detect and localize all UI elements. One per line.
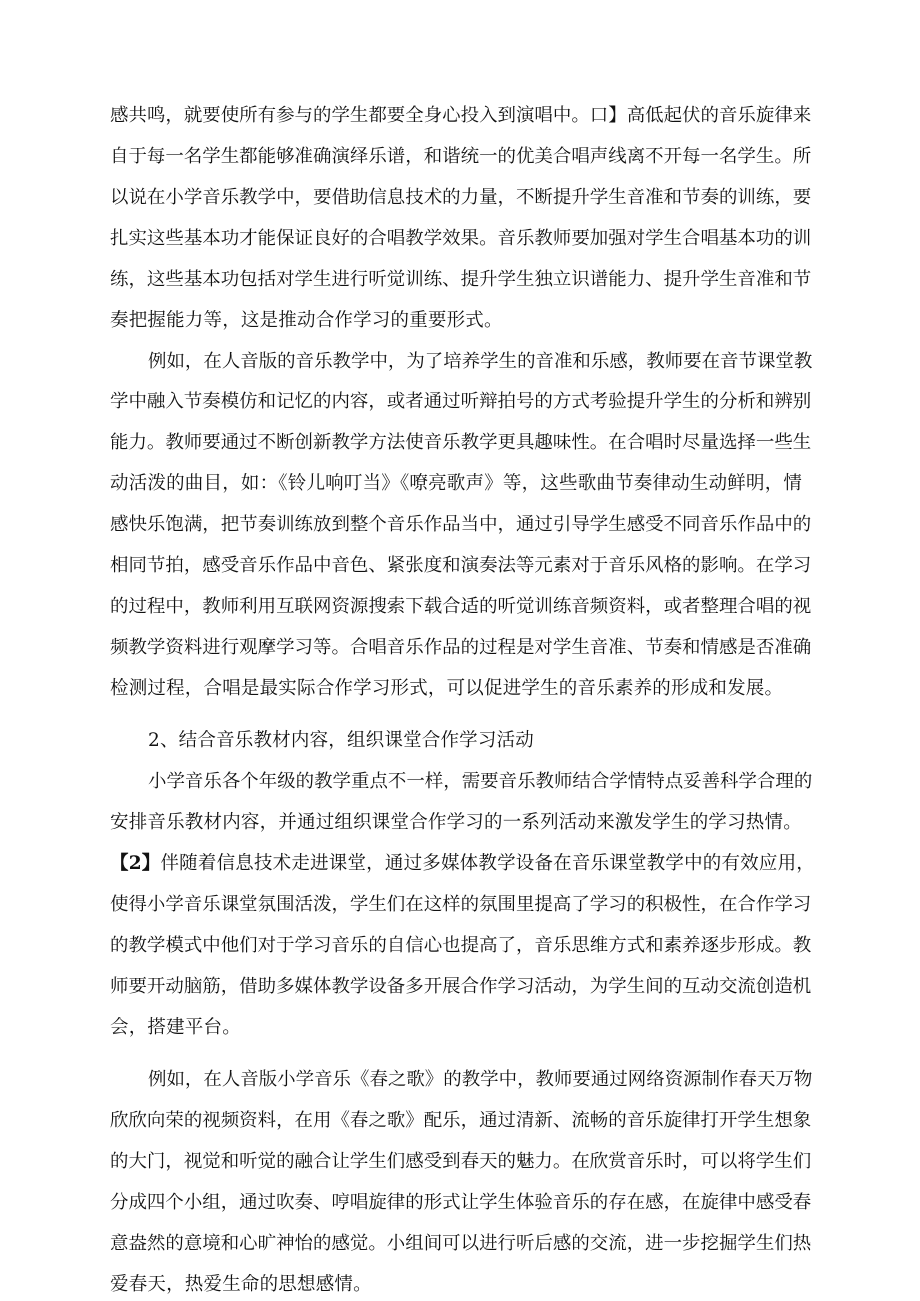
paragraph-3-line-2: 安排音乐教材内容，并通过组织课堂合作学习的一系列活动来激发学生的学习热情。 xyxy=(110,812,802,834)
paragraph-1-line-2: 自于每一名学生都能够准确演绎乐谱，和谐统一的优美合唱声线离不开每一名学生。所 xyxy=(110,145,812,167)
paragraph-4-line-6: 爱春天，热爱生命的思想感情。 xyxy=(110,1274,372,1295)
paragraph-1-line-5: 练，这些基本功包括对学生进行听觉训练、提升学生独立识谱能力、提升学生音准和节 xyxy=(110,268,812,290)
paragraph-4-line-1: 例如，在人音版小学音乐《春之歌》的教学中，教师要通过网络资源制作春天万物 xyxy=(148,1069,813,1091)
paragraph-2-line-2: 学中融入节奏模仿和记忆的内容，或者通过听辩拍号的方式考验提升学生的分析和辨别 xyxy=(110,391,812,413)
paragraph-3-line-7: 会，搭建平台。 xyxy=(110,1016,241,1038)
paragraph-1-line-3: 以说在小学音乐教学中，要借助信息技术的力量，不断提升学生音准和节奏的训练，要 xyxy=(110,186,812,208)
paragraph-4-line-5: 意盎然的意境和心旷神怡的感觉。小组间可以进行听后感的交流，进一步挖掘学生们热 xyxy=(110,1233,812,1255)
paragraph-4-line-3: 的大门，视觉和听觉的融合让学生们感受到春天的魅力。在欣赏音乐时，可以将学生们 xyxy=(110,1151,812,1173)
paragraph-2-line-8: 频教学资料进行观摩学习等。合唱音乐作品的过程是对学生音准、节奏和情感是否准确 xyxy=(110,636,812,658)
paragraph-1-line-4: 扎实这些基本功才能保证良好的合唱教学效果。音乐教师要加强对学生合唱基本功的训 xyxy=(110,227,812,249)
paragraph-4-line-2: 欣欣向荣的视频资料，在用《春之歌》配乐，通过清新、流畅的音乐旋律打开学生想象 xyxy=(110,1110,812,1132)
paragraph-2-line-9: 检测过程，合唱是最实际合作学习形式，可以促进学生的音乐素养的形成和发展。 xyxy=(110,677,784,699)
paragraph-1-line-6: 奏把握能力等，这是推动合作学习的重要形式。 xyxy=(110,309,503,331)
paragraph-3-line-5: 的教学模式中他们对于学习音乐的自信心也提高了，音乐思维方式和素养逐步形成。教 xyxy=(110,935,812,956)
paragraph-1-line-1: 感共鸣，就要使所有参与的学生都要全身心投入到演唱中。口】高低起伏的音乐旋律来 xyxy=(110,105,812,126)
paragraph-2-line-6: 相同节拍，感受音乐作品中音色、紧张度和演奏法等元素对于音乐风格的影响。在学习 xyxy=(110,555,812,577)
paragraph-3-line-1: 小学音乐各个年级的教学重点不一样，需要音乐教师结合学情特点妥善科学合理的 xyxy=(148,771,813,793)
section-heading-2: 2、结合音乐教材内容，组织课堂合作学习活动 xyxy=(148,730,534,752)
paragraph-3-line-3-text: 伴随着信息技术走进课堂，通过多媒体教学设备在音乐课堂教学中的有效应用， xyxy=(160,853,815,875)
paragraph-4-line-4: 分成四个小组，通过吹奏、哼唱旋律的形式让学生体验音乐的存在感，在旋律中感受春 xyxy=(110,1192,812,1214)
paragraph-3-line-3 xyxy=(110,852,815,876)
citation-marker: 【2】 xyxy=(110,853,161,875)
paragraph-2-line-5: 感快乐饱满，把节奏训练放到整个音乐作品当中，通过引导学生感受不同音乐作品中的 xyxy=(110,514,812,536)
paragraph-3-line-4: 使得小学音乐课堂氛围活泼，学生们在这样的氛围里提高了学习的积极性，在合作学习 xyxy=(110,894,812,916)
paragraph-2-line-7: 的过程中，教师利用互联网资源搜索下载合适的听觉训练音频资料，或者整理合唱的视 xyxy=(110,596,812,617)
paragraph-3-line-6: 师要开动脑筋，借助多媒体教学设备多开展合作学习活动，为学生间的互动交流创造机 xyxy=(110,975,812,997)
paragraph-2-line-4: 动活泼的曲目，如：《铃儿响叮当》《嘹亮歌声》等，这些歌曲节奏律动生动鲜明，情 xyxy=(110,473,803,495)
paragraph-2-line-1: 例如，在人音版的音乐教学中，为了培养学生的音准和乐感，教师要在音节课堂教 xyxy=(148,350,813,372)
paragraph-2-line-3: 能力。教师要通过不断创新教学方法使音乐教学更具趣味性。在合唱时尽量选择一些生 xyxy=(110,432,812,454)
